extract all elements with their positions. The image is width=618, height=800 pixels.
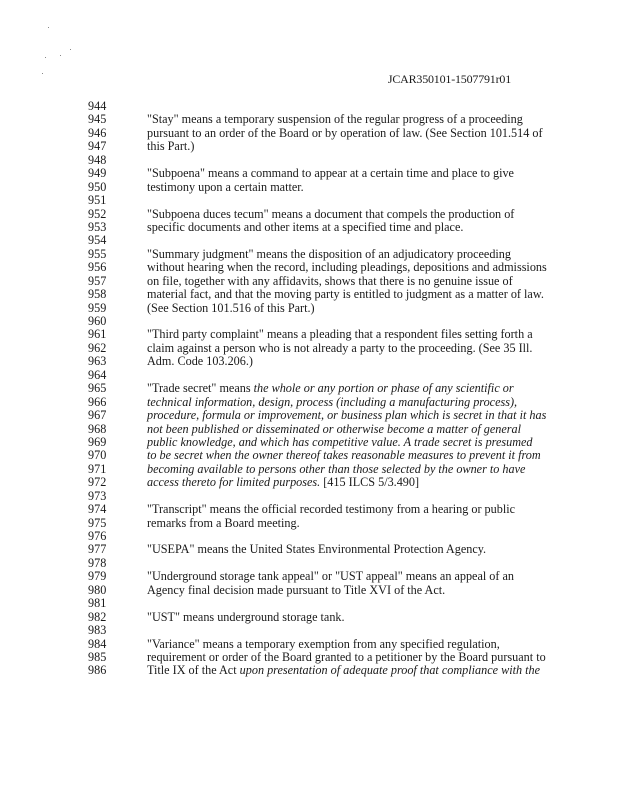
line-number: 951 (88, 193, 107, 208)
document-line (88, 463, 568, 476)
line-text (147, 396, 517, 409)
line-number: 954 (88, 233, 107, 248)
italic-text-segment: to be secret when the owner thereof takes reasonable measures to prevent it from (147, 448, 541, 463)
line-number: 980 (88, 582, 107, 597)
document-line (88, 624, 568, 637)
line-number: 949 (88, 166, 107, 181)
document-line (88, 557, 568, 570)
text-segment: on file, together with any affidavits, shows that there is no genuine issue of (147, 273, 513, 288)
italic-text-segment: the whole or any portion or phase of any scientific or (253, 381, 514, 396)
line-text (147, 181, 304, 194)
line-text (147, 342, 532, 355)
italic-text-segment: technical information, design, process (including a manufacturing process), (147, 394, 518, 409)
line-text (147, 302, 315, 315)
line-number: 979 (88, 569, 107, 584)
line-text (147, 288, 544, 301)
numbered-text-body (88, 100, 568, 678)
document-line (88, 248, 568, 261)
text-segment: "Transcript" means the official recorded testimony from a hearing or public (147, 502, 516, 517)
document-id-header: JCAR350101-1507791r01 (387, 72, 511, 86)
text-segment: "Third party complaint" means a pleading that a respondent files setting forth a (147, 327, 533, 342)
line-text (147, 638, 500, 651)
document-line (88, 584, 568, 597)
document-line (88, 194, 568, 207)
text-segment: remarks from a Board meeting. (147, 515, 300, 530)
line-number: 984 (88, 636, 107, 651)
line-number: 981 (88, 596, 107, 611)
document-line (88, 181, 568, 194)
line-text (147, 517, 300, 530)
document-line (88, 275, 568, 288)
line-text (147, 355, 253, 368)
document-line (88, 490, 568, 503)
line-text (147, 221, 463, 234)
line-text (147, 664, 540, 677)
document-line (88, 167, 568, 180)
line-number: 957 (88, 273, 107, 288)
line-number: 952 (88, 206, 107, 221)
text-segment: "Underground storage tank appeal" or "UST appeal" means an appeal of an (147, 569, 515, 584)
document-line (88, 140, 568, 153)
line-text (147, 113, 523, 126)
line-text (147, 503, 515, 516)
text-segment: Agency final decision made pursuant to Title XVI of the Act. (147, 582, 446, 597)
document-line (88, 315, 568, 328)
italic-text-segment: procedure, formula or improvement, or business plan which is secret in that it has (147, 408, 547, 423)
text-segment: [415 ILCS 5/3.490] (320, 475, 420, 490)
line-number: 955 (88, 246, 107, 261)
line-number: 960 (88, 314, 107, 328)
text-segment: "Subpoena duces tecum" means a document that compels the production of (147, 206, 515, 221)
line-number: 963 (88, 354, 107, 369)
document-line (88, 288, 568, 301)
text-segment: (See Section 101.516 of this Part.) (147, 300, 315, 315)
document-line (88, 651, 568, 664)
line-text (147, 208, 514, 221)
line-text (147, 167, 514, 180)
document-line (88, 638, 568, 651)
text-segment: claim against a person who is not already a party to the proceeding. (See 35 Ill. (147, 340, 533, 355)
line-text (147, 328, 533, 341)
line-number: 962 (88, 340, 107, 355)
document-line (88, 221, 568, 234)
line-text (147, 127, 543, 140)
line-number: 969 (88, 434, 107, 449)
text-segment: material fact, and that the moving party is entitled to judgment as a matter of law. (147, 287, 544, 302)
text-segment: "Summary judgment" means the disposition of an adjudicatory proceeding (147, 246, 511, 261)
text-segment: Title IX of the Act (147, 663, 240, 678)
text-segment: "Stay" means a temporary suspension of the regular progress of a proceeding (147, 112, 523, 127)
document-line (88, 154, 568, 167)
italic-text-segment: public knowledge, and which has competitive value. A trade secret is presumed (147, 434, 533, 449)
document-line (88, 369, 568, 382)
italic-text-segment: becoming available to persons other than those selected by the owner to have (147, 461, 526, 476)
line-text (147, 436, 533, 449)
document-line (88, 113, 568, 126)
line-number: 965 (88, 381, 107, 396)
document-line (88, 664, 568, 677)
line-number: 982 (88, 609, 107, 624)
text-segment: pursuant to an order of the Board or by operation of law. (See Section 101.514 of (147, 125, 543, 140)
line-number: 986 (88, 663, 107, 678)
document-line (88, 597, 568, 610)
document-line (88, 208, 568, 221)
text-segment: specific documents and other items at a specified time and place. (147, 219, 464, 234)
document-line (88, 100, 568, 113)
line-text (147, 423, 521, 436)
line-text (147, 570, 514, 583)
document-line (88, 355, 568, 368)
line-number: 972 (88, 475, 107, 490)
line-text (147, 449, 541, 462)
document-line (88, 396, 568, 409)
line-number: 953 (88, 219, 107, 234)
document-line (88, 436, 568, 449)
line-number: 950 (88, 179, 107, 194)
document-line (88, 409, 568, 422)
line-number: 974 (88, 502, 107, 517)
document-line (88, 530, 568, 543)
line-number: 973 (88, 488, 107, 503)
scan-specks (40, 25, 100, 85)
text-segment: "USEPA" means the United States Environmental Protection Agency. (147, 542, 487, 557)
line-number: 964 (88, 367, 107, 382)
line-number: 967 (88, 408, 107, 423)
italic-text-segment: upon presentation of adequate proof that compliance with the (239, 663, 541, 678)
line-text (147, 476, 419, 489)
line-text (147, 382, 514, 395)
line-text (147, 248, 511, 261)
italic-text-segment: access thereto for limited purposes. (147, 475, 321, 490)
line-number: 959 (88, 300, 107, 315)
line-number: 956 (88, 260, 107, 275)
document-line (88, 543, 568, 556)
text-segment: "UST" means underground storage tank. (147, 609, 345, 624)
document-line (88, 328, 568, 341)
text-segment: "Variance" means a temporary exemption from any specified regulation, (147, 636, 500, 651)
line-number: 970 (88, 448, 107, 463)
text-segment: this Part.) (147, 139, 195, 154)
line-number: 977 (88, 542, 107, 557)
document-line (88, 476, 568, 489)
line-text (147, 409, 546, 422)
text-segment: requirement or order of the Board granted to a petitioner by the Board pursuant to (147, 649, 546, 664)
line-number: 983 (88, 623, 107, 638)
line-number: 946 (88, 125, 107, 140)
line-number: 944 (88, 99, 107, 113)
text-segment: without hearing when the record, including pleadings, depositions and admissions (147, 260, 547, 275)
text-segment: Adm. Code 103.206.) (147, 354, 253, 369)
document-line (88, 449, 568, 462)
line-number: 971 (88, 461, 107, 476)
line-text (147, 651, 546, 664)
line-number: 961 (88, 327, 107, 342)
line-text (147, 463, 525, 476)
line-text (147, 261, 547, 274)
line-number: 966 (88, 394, 107, 409)
document-line (88, 570, 568, 583)
line-number: 985 (88, 649, 107, 664)
line-text (147, 584, 445, 597)
line-number: 947 (88, 139, 107, 154)
line-number: 948 (88, 152, 107, 167)
document-line (88, 261, 568, 274)
text-segment: "Subpoena" means a command to appear at a certain time and place to give (147, 166, 514, 181)
line-number: 978 (88, 555, 107, 570)
italic-text-segment: not been published or disseminated or otherwise become a matter of general (147, 421, 522, 436)
line-text (147, 543, 486, 556)
line-number: 945 (88, 112, 107, 127)
document-line (88, 517, 568, 530)
document-line (88, 382, 568, 395)
document-line (88, 127, 568, 140)
document-line (88, 302, 568, 315)
line-text (147, 140, 194, 153)
document-line (88, 611, 568, 624)
document-line (88, 342, 568, 355)
line-number: 968 (88, 421, 107, 436)
line-number: 958 (88, 287, 107, 302)
line-number: 975 (88, 515, 107, 530)
line-number: 976 (88, 529, 107, 543)
document-line (88, 234, 568, 247)
line-text (147, 611, 345, 624)
line-text (147, 275, 513, 288)
text-segment: testimony upon a certain matter. (147, 179, 304, 194)
text-segment: "Trade secret" means (147, 381, 254, 396)
document-line (88, 503, 568, 516)
document-line (88, 423, 568, 436)
